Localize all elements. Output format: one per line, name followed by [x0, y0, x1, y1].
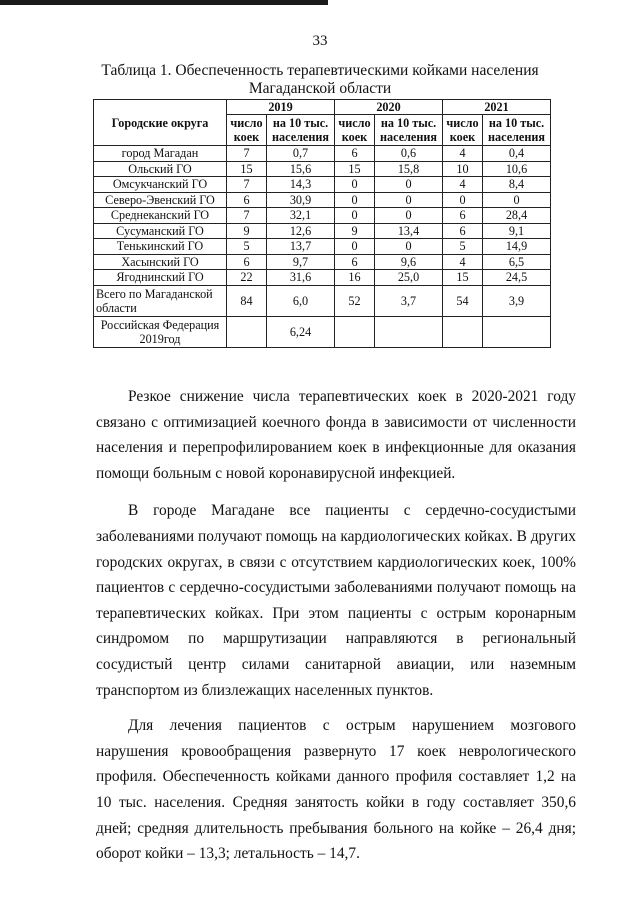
- cell-district: Тенькинский ГО: [94, 239, 227, 255]
- cell-count-2020: 0: [335, 177, 375, 193]
- cell-count-2019: 7: [227, 177, 267, 193]
- cell-district: Ольский ГО: [94, 161, 227, 177]
- cell-rate-2021: 6,5: [483, 254, 551, 270]
- cell-rate-2020: 9,6: [375, 254, 443, 270]
- cell-rate-2019: 32,1: [267, 208, 335, 224]
- cell-count-2020: 6: [335, 146, 375, 162]
- table-row: [94, 208, 551, 224]
- cell-count-2019: 7: [227, 208, 267, 224]
- cell-rate-2019: 6,0: [267, 285, 335, 316]
- top-border-line: [0, 0, 328, 5]
- cell-count-2019: 6: [227, 254, 267, 270]
- header-year-2019: 2019: [227, 100, 335, 115]
- cell-rate-2021: 0: [483, 192, 551, 208]
- cell-count-2019: 5: [227, 239, 267, 255]
- cell-count-2020: 16: [335, 270, 375, 286]
- cell-district: Омсукчанский ГО: [94, 177, 227, 193]
- header-district: Городские округа: [94, 100, 227, 146]
- cell-rate-2020: 13,4: [375, 223, 443, 239]
- cell-rate-2021: 14,9: [483, 239, 551, 255]
- cell-district: Северо-Эвенский ГО: [94, 192, 227, 208]
- cell-rate-2019: 15,6: [267, 161, 335, 177]
- cell-rate-2020: 0,6: [375, 146, 443, 162]
- cell-count-2019: 84: [227, 285, 267, 316]
- cell-rate-2021: 3,9: [483, 285, 551, 316]
- cell-empty: [227, 316, 267, 347]
- caption-line-1: Таблица 1. Обеспеченность терапевтическими койками населения: [101, 62, 539, 79]
- cell-count-2020: 0: [335, 208, 375, 224]
- cell-rate-2019: 6,24: [267, 316, 335, 347]
- cell-count-2021: 4: [443, 254, 483, 270]
- table-row-russia: [94, 316, 551, 347]
- cell-count-2021: 4: [443, 177, 483, 193]
- cell-district: город Магадан: [94, 146, 227, 162]
- cell-rate-2020: 3,7: [375, 285, 443, 316]
- beds-table: [93, 99, 551, 348]
- table-row: [94, 254, 551, 270]
- cell-empty: [335, 316, 375, 347]
- table-row: [94, 192, 551, 208]
- cell-district: Сусуманский ГО: [94, 223, 227, 239]
- cell-count-2020: 9: [335, 223, 375, 239]
- cell-rate-2020: 15,8: [375, 161, 443, 177]
- cell-count-2019: 6: [227, 192, 267, 208]
- cell-district: Среднеканский ГО: [94, 208, 227, 224]
- cell-rate-2020: 0: [375, 239, 443, 255]
- cell-rate-2019: 9,7: [267, 254, 335, 270]
- cell-rate-2019: 13,7: [267, 239, 335, 255]
- cell-count-2019: 9: [227, 223, 267, 239]
- cell-district: Российская Федерация 2019год: [94, 316, 227, 347]
- header-year-2020: 2020: [335, 100, 443, 115]
- cell-district: Всего по Магаданской области: [94, 285, 227, 316]
- cell-count-2019: 15: [227, 161, 267, 177]
- cell-rate-2021: 9,1: [483, 223, 551, 239]
- cell-count-2020: 52: [335, 285, 375, 316]
- header-count: число коек: [335, 115, 375, 146]
- page-number: 33: [312, 33, 328, 49]
- cell-count-2021: 5: [443, 239, 483, 255]
- cell-empty: [483, 316, 551, 347]
- cell-empty: [375, 316, 443, 347]
- table-row: [94, 177, 551, 193]
- table-row: [94, 223, 551, 239]
- cell-rate-2020: 0: [375, 192, 443, 208]
- cell-count-2020: 0: [335, 239, 375, 255]
- cell-count-2020: 6: [335, 254, 375, 270]
- cell-rate-2020: 25,0: [375, 270, 443, 286]
- cell-rate-2021: 10,6: [483, 161, 551, 177]
- table-header-row-years: [94, 100, 551, 115]
- paragraph-1: Резкое снижение числа терапевтических коек в 2020-2021 году связано с оптимизацией коечного фонда в зависимости от численности населения и перепрофилированием коек в инфекционные для оказания помощи больным с новой коронавирусной инфекцией.: [96, 388, 576, 482]
- table-row: [94, 270, 551, 286]
- cell-district: Хасынский ГО: [94, 254, 227, 270]
- header-rate: на 10 тыс. населения: [375, 115, 443, 146]
- table-caption: [60, 62, 580, 98]
- cell-empty: [443, 316, 483, 347]
- cell-count-2021: 54: [443, 285, 483, 316]
- paragraph-3: Для лечения пациентов с острым нарушением мозгового нарушения кровообращения развернуто 17 коек неврологического профиля. Обеспеченность койками данного профиля составляет 1,2 на 10 тыс. населения. Средняя занятость койки в году составляет 350,6 дней; средняя длительность пребывания больного на койке – 26,4 дня; оборот койки – 13,3; летальность – 14,7.: [96, 717, 576, 863]
- cell-count-2021: 4: [443, 146, 483, 162]
- table-row: [94, 146, 551, 162]
- cell-count-2021: 6: [443, 223, 483, 239]
- cell-rate-2019: 12,6: [267, 223, 335, 239]
- cell-rate-2019: 0,7: [267, 146, 335, 162]
- header-count: число коек: [227, 115, 267, 146]
- cell-rate-2020: 0: [375, 177, 443, 193]
- cell-rate-2019: 30,9: [267, 192, 335, 208]
- cell-count-2019: 22: [227, 270, 267, 286]
- cell-count-2020: 15: [335, 161, 375, 177]
- table-row: [94, 161, 551, 177]
- cell-rate-2021: 8,4: [483, 177, 551, 193]
- cell-rate-2020: 0: [375, 208, 443, 224]
- header-year-2021: 2021: [443, 100, 551, 115]
- paragraph-2: В городе Магадане все пациенты с сердечно-сосудистыми заболеваниями получают помощь на кардиологических койках. В других городских округах, в связи с отсутствием кардиологических коек, 100% пациентов с сердечно-сосудистыми заболеваниями получают помощь на терапевтических койках. При этом пациенты с острым коронарным синдромом по маршрутизации направляются в региональный сосудистый центр силами санитарной авиации, или наземным транспортом из близлежащих населенных пунктов.: [96, 502, 576, 699]
- caption-line-2: Магаданской области: [248, 80, 392, 97]
- body-text: [96, 384, 576, 875]
- cell-rate-2019: 14,3: [267, 177, 335, 193]
- cell-count-2021: 15: [443, 270, 483, 286]
- header-rate: на 10 тыс. населения: [267, 115, 335, 146]
- cell-rate-2021: 0,4: [483, 146, 551, 162]
- cell-count-2021: 10: [443, 161, 483, 177]
- cell-count-2019: 7: [227, 146, 267, 162]
- cell-rate-2021: 28,4: [483, 208, 551, 224]
- cell-count-2021: 0: [443, 192, 483, 208]
- cell-rate-2021: 24,5: [483, 270, 551, 286]
- header-rate: на 10 тыс. населения: [483, 115, 551, 146]
- cell-count-2020: 0: [335, 192, 375, 208]
- cell-count-2021: 6: [443, 208, 483, 224]
- cell-rate-2019: 31,6: [267, 270, 335, 286]
- header-count: число коек: [443, 115, 483, 146]
- table-row: [94, 239, 551, 255]
- cell-district: Ягоднинский ГО: [94, 270, 227, 286]
- table-row-total: [94, 285, 551, 316]
